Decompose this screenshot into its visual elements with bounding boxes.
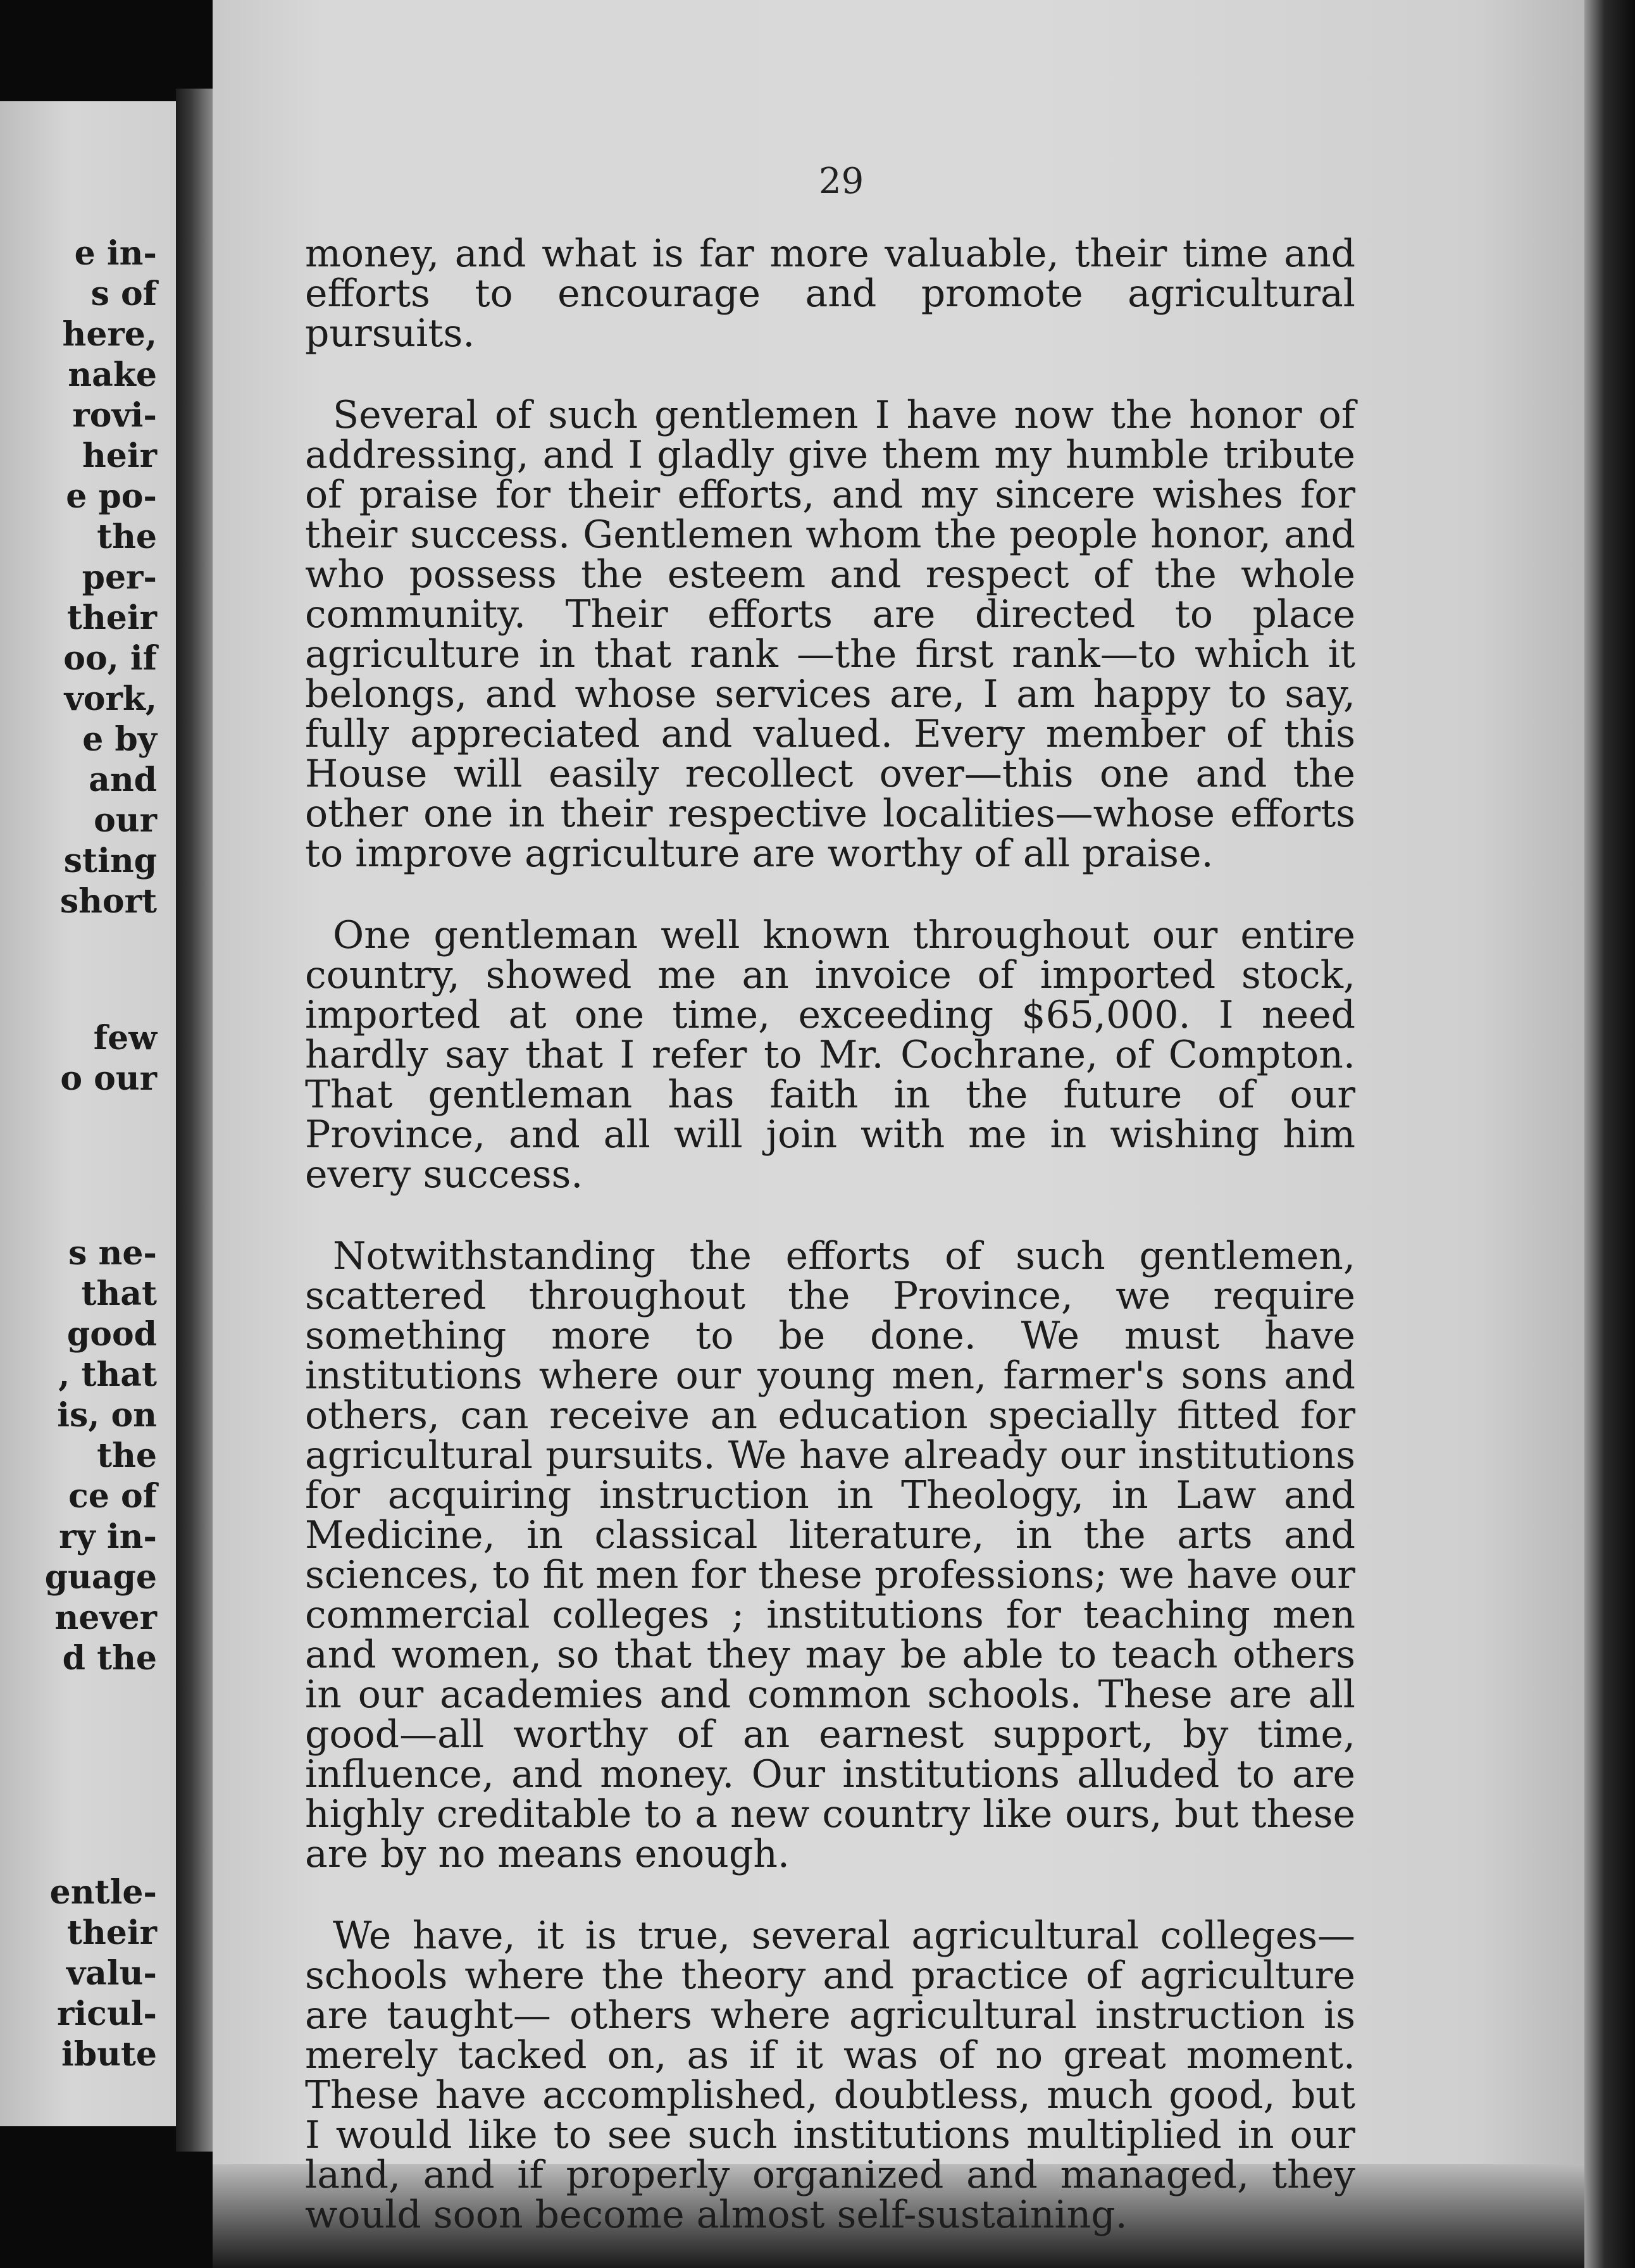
fragment-line: the — [97, 518, 157, 556]
fragment-line: their — [66, 1914, 157, 1952]
fragment-line: few — [93, 1019, 157, 1057]
fragment-line: valu- — [66, 1954, 157, 1993]
fragment-line: nake — [68, 356, 157, 394]
fragment-line: heir — [82, 437, 157, 475]
fragment-line: ibute — [61, 2035, 157, 2074]
fragment-line: here, — [62, 315, 157, 354]
fragment-line: the — [97, 1436, 157, 1475]
body-text — [305, 234, 1355, 2235]
fragment-line: their — [66, 599, 157, 637]
fragment-line: per- — [82, 558, 157, 597]
paragraph: Several of such gentlemen I have now the honor of addressing, and I gladly give them my humble tribute of praise for their efforts, and my sincere wishes for their success. Gentlemen whom the people honor, and who possess the esteem and respect of the whole community. Their efforts are directed to place agriculture in that rank —the first rank—to which it belongs, and whose services are, I am happy to say, fully appreciated and valued. Every member of this House will easily recollect over—this one and the other one in their respective localities—whose efforts to improve agriculture are worthy of all praise. — [305, 393, 1355, 876]
paragraph: We have, it is true, several agricultural colleges—schools where the theory and practice of agriculture are taught— others where agricultural instruction is merely tacked on, as if it was of no great moment. These have accomplished, doubtless, much good, but I would like to see such institutions multiplied in our land, and if properly organized and managed, they would soon become almost self-sustaining. — [305, 1914, 1355, 2237]
page-edge-shadow — [1584, 0, 1635, 2268]
previous-page-fragment — [0, 101, 176, 2126]
fragment-line: e by — [82, 720, 157, 759]
fragment-line: d the — [62, 1639, 157, 1678]
fragment-line: never — [54, 1598, 157, 1637]
fragment-line: oo, if — [63, 639, 157, 678]
fragment-line: vork, — [64, 680, 157, 718]
fragment-line: our — [94, 801, 157, 840]
book-gutter — [176, 89, 213, 2152]
fragment-line: that — [81, 1274, 157, 1313]
fragment-line: o our — [60, 1059, 157, 1098]
fragment-line: sting — [63, 842, 157, 880]
paragraph: money, and what is far more valuable, their time and efforts to encourage and promote agricultural pursuits. — [305, 232, 1355, 356]
fragment-line: ce of — [68, 1477, 157, 1516]
fragment-line: e in- — [74, 234, 157, 273]
fragment-line: s ne- — [68, 1234, 157, 1273]
page-number: 29 — [819, 161, 864, 202]
fragment-line: good — [66, 1315, 157, 1354]
fragment-line: rovi- — [72, 396, 157, 435]
fragment-line: s of — [90, 275, 157, 313]
fragment-line: guage — [44, 1558, 157, 1597]
fragment-line: short — [59, 882, 157, 921]
fragment-line: entle- — [49, 1873, 157, 1912]
fragment-line: , that — [58, 1355, 157, 1394]
paragraph: Notwithstanding the efforts of such gentlemen, scattered throughout the Province, we require something more to be done. We must have institutions where our young men, farmer's sons and others, can receive an education specially fitted for agricultural pursuits. We have already our institutions for acquiring instruction in Theology, in Law and Medicine, in classical literature, in the arts and sciences, to fit men for these professions; we have our commercial colleges ; institutions for teaching men and women, so that they may be able to teach others in our academies and common schools. These are all good—all worthy of an earnest support, by time, influence, and money. Our institutions alluded to are highly creditable to a new country like ours, but these are by no means enough. — [305, 1234, 1355, 1876]
fragment-line: ry in- — [59, 1517, 157, 1556]
fragment-line: e po- — [66, 477, 157, 516]
fragment-line: and — [89, 761, 157, 799]
paragraph: One gentleman well known throughout our entire country, showed me an invoice of imported stock, imported at one time, exceeding $65,000. I need hardly say that I refer to Mr. Cochrane, of Compton. That gentleman has faith in the future of our Province, and all will join with me in wishing him every success. — [305, 913, 1355, 1197]
fragment-line: is, on — [57, 1396, 157, 1435]
fragment-line: ricul- — [57, 1995, 157, 2033]
